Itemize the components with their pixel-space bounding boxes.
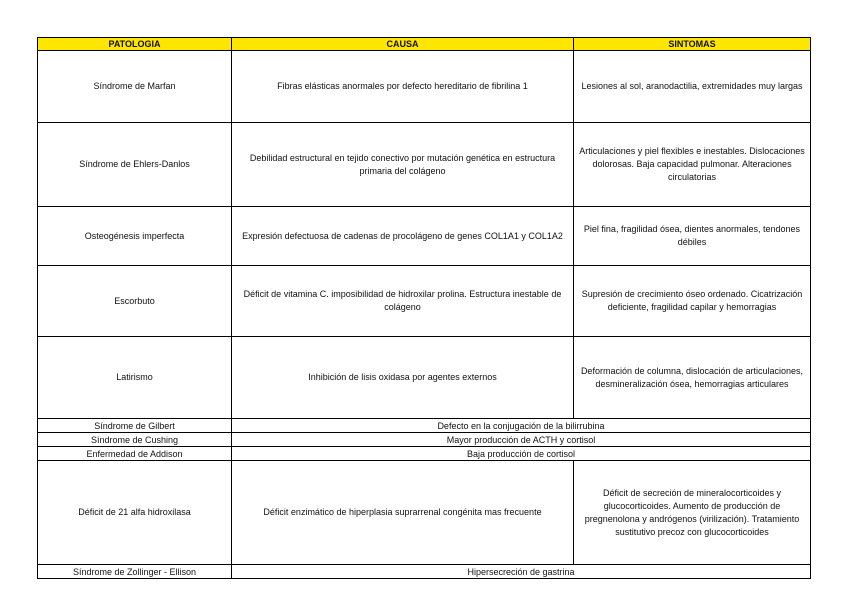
table-row bbox=[38, 565, 811, 579]
pathology-cell: Síndrome de Marfan bbox=[38, 51, 232, 123]
merged-cause-cell: Hipersecreción de gastrina bbox=[232, 565, 811, 579]
merged-cause-cell: Defecto en la conjugación de la bilirrubina bbox=[232, 419, 811, 433]
header-cause: CAUSA bbox=[232, 38, 574, 51]
symptoms-cell: Lesiones al sol, aranodactilia, extremidades muy largas bbox=[574, 51, 811, 123]
cause-cell: Debilidad estructural en tejido conectivo por mutación genética en estructura primaria del colágeno bbox=[232, 123, 574, 207]
header-row bbox=[38, 38, 811, 51]
cause-cell: Déficit enzimático de hiperplasia suprarrenal congénita mas frecuente bbox=[232, 461, 574, 565]
pathology-cell: Latirismo bbox=[38, 337, 232, 419]
table-row bbox=[38, 447, 811, 461]
table-row bbox=[38, 461, 811, 565]
pathology-cell: Enfermedad de Addison bbox=[38, 447, 232, 461]
table-row bbox=[38, 337, 811, 419]
table-row bbox=[38, 433, 811, 447]
pathology-cell: Escorbuto bbox=[38, 266, 232, 337]
table-row bbox=[38, 51, 811, 123]
pathology-cell: Osteogénesis imperfecta bbox=[38, 207, 232, 266]
cause-cell: Fibras elásticas anormales por defecto hereditario de fibrilina 1 bbox=[232, 51, 574, 123]
pathology-cell: Síndrome de Zollinger - Ellison bbox=[38, 565, 232, 579]
pathology-cell: Síndrome de Ehlers-Danlos bbox=[38, 123, 232, 207]
header-pathology: PATOLOGIA bbox=[38, 38, 232, 51]
symptoms-cell: Deformación de columna, dislocación de articulaciones, desmineralización ósea, hemorragias articulares bbox=[574, 337, 811, 419]
pathology-cell: Síndrome de Gilbert bbox=[38, 419, 232, 433]
symptoms-cell: Supresión de crecimiento óseo ordenado. Cicatrización deficiente, fragilidad capilar y hemorragias bbox=[574, 266, 811, 337]
symptoms-cell: Déficit de secreción de mineralocorticoides y glucocorticoides. Aumento de producción de pregnenolona y andrógenos (virilización). Tratamiento sustitutivo precoz con glucocorticoides bbox=[574, 461, 811, 565]
pathology-table bbox=[37, 37, 811, 579]
merged-cause-cell: Mayor producción de ACTH y cortisol bbox=[232, 433, 811, 447]
merged-cause-cell: Baja producción de cortisol bbox=[232, 447, 811, 461]
pathology-cell: Síndrome de Cushing bbox=[38, 433, 232, 447]
symptoms-cell: Piel fina, fragilidad ósea, dientes anormales, tendones débiles bbox=[574, 207, 811, 266]
symptoms-cell: Articulaciones y piel flexibles e inestables. Dislocaciones dolorosas. Baja capacidad pulmonar. Alteraciones circulatorias bbox=[574, 123, 811, 207]
pathology-cell: Déficit de 21 alfa hidroxilasa bbox=[38, 461, 232, 565]
table-row bbox=[38, 123, 811, 207]
table-row bbox=[38, 207, 811, 266]
cause-cell: Inhibición de lisis oxidasa por agentes externos bbox=[232, 337, 574, 419]
table-row bbox=[38, 266, 811, 337]
cause-cell: Déficit de vitamina C. imposibilidad de hidroxilar prolina. Estructura inestable de colágeno bbox=[232, 266, 574, 337]
table-row bbox=[38, 419, 811, 433]
cause-cell: Expresión defectuosa de cadenas de procolágeno de genes COL1A1 y COL1A2 bbox=[232, 207, 574, 266]
header-symptoms: SINTOMAS bbox=[574, 38, 811, 51]
